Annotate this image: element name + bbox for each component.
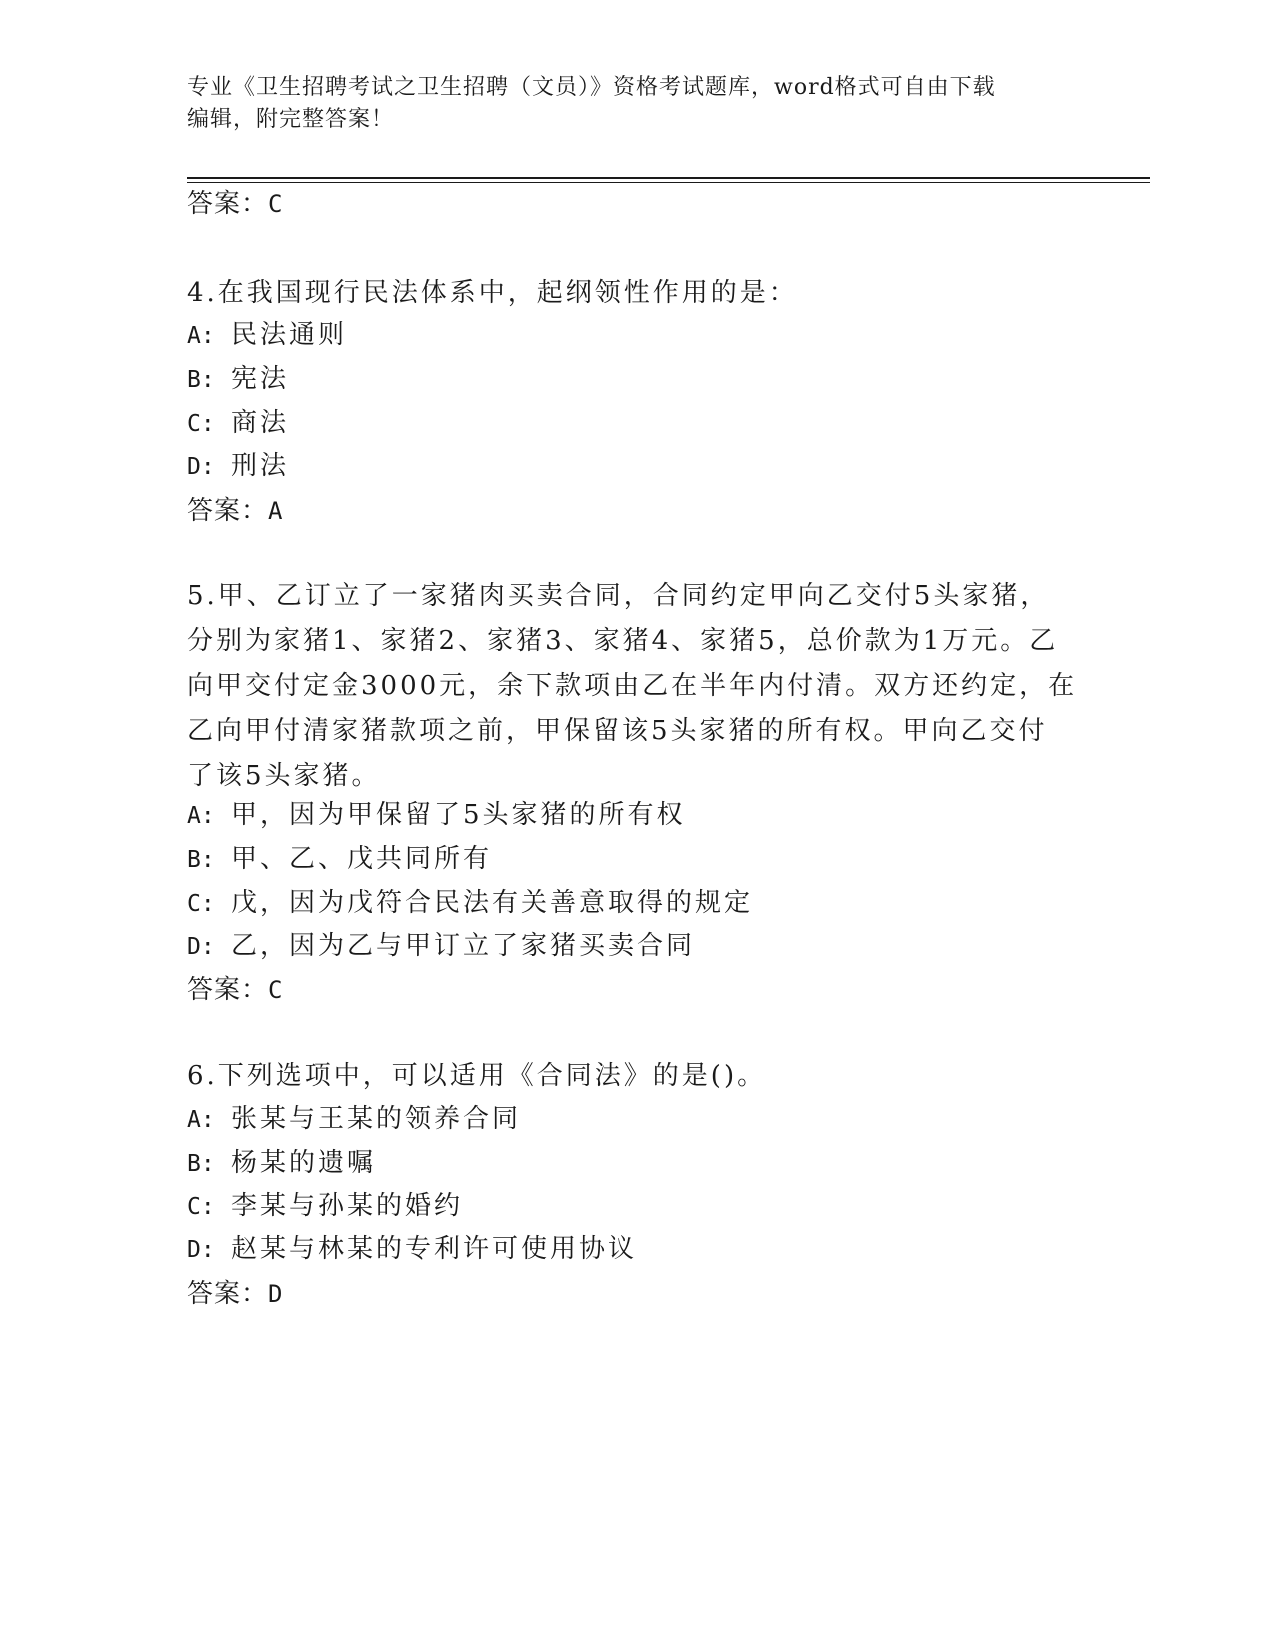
answer-value: D bbox=[268, 1280, 284, 1308]
answer-value: A bbox=[268, 497, 284, 525]
option-text: 乙，因为乙与甲订立了家猪买卖合同 bbox=[231, 931, 696, 961]
question-4-answer bbox=[187, 493, 283, 528]
question-6-option-a bbox=[187, 1102, 521, 1137]
question-4-stem bbox=[187, 271, 798, 316]
answer-label: 答案： bbox=[187, 495, 269, 525]
option-key: D: bbox=[187, 1237, 215, 1263]
question-5-option-b bbox=[187, 842, 492, 877]
stem-line: 6.下列选项中，可以适用《合同法》的是()。 bbox=[187, 1061, 767, 1091]
question-6-option-b bbox=[187, 1146, 376, 1181]
option-text: 商法 bbox=[231, 408, 290, 438]
answer-value: C bbox=[268, 976, 284, 1004]
option-key: B: bbox=[187, 847, 215, 873]
option-key: A: bbox=[187, 323, 215, 349]
question-6-option-d bbox=[187, 1232, 637, 1267]
stem-line: 4.在我国现行民法体系中，起纲领性作用的是： bbox=[187, 278, 798, 308]
header-line-1: 专业《卫生招聘考试之卫生招聘（文员）》资格考试题库，word格式可自由下载 bbox=[187, 75, 996, 100]
option-text: 甲，因为甲保留了5头家猪的所有权 bbox=[231, 800, 686, 830]
option-text: 宪法 bbox=[231, 364, 290, 394]
question-6-option-c bbox=[187, 1189, 463, 1224]
question-5-stem bbox=[187, 574, 1077, 799]
stem-line: 分别为家猪1、家猪2、家猪3、家猪4、家猪5，总价款为1万元。乙 bbox=[187, 626, 1059, 656]
option-key: C: bbox=[187, 1194, 215, 1220]
option-key: D: bbox=[187, 934, 215, 960]
header-line-2: 编辑，附完整答案！ bbox=[187, 107, 395, 132]
header-rule-thick bbox=[187, 177, 1150, 179]
option-key: C: bbox=[187, 411, 215, 437]
stem-line: 5.甲、乙订立了一家猪肉买卖合同，合同约定甲向乙交付5头家猪， bbox=[187, 581, 1050, 611]
header-rule-thin bbox=[187, 182, 1150, 183]
option-text: 民法通则 bbox=[231, 320, 348, 350]
question-5-option-a bbox=[187, 798, 686, 833]
question-4-option-a bbox=[187, 318, 347, 353]
option-text: 李某与孙某的婚约 bbox=[231, 1191, 464, 1221]
question-5-answer bbox=[187, 972, 283, 1007]
option-text: 赵某与林某的专利许可使用协议 bbox=[231, 1234, 638, 1264]
question-5-option-d bbox=[187, 929, 695, 964]
question-4-option-c bbox=[187, 406, 289, 441]
stem-line: 了该5头家猪。 bbox=[187, 761, 381, 791]
question-4-option-b bbox=[187, 362, 289, 397]
question-5-option-c bbox=[187, 886, 753, 921]
option-text: 戊，因为戊符合民法有关善意取得的规定 bbox=[231, 888, 754, 918]
stem-line: 乙向甲付清家猪款项之前，甲保留该5头家猪的所有权。甲向乙交付 bbox=[187, 716, 1048, 746]
stem-line: 向甲交付定金3000元，余下款项由乙在半年内付清。双方还约定，在 bbox=[187, 671, 1078, 701]
question-4-option-d bbox=[187, 449, 289, 484]
answer-label: 答案： bbox=[187, 1278, 269, 1308]
option-key: D: bbox=[187, 454, 215, 480]
option-text: 甲、乙、戊共同所有 bbox=[231, 844, 493, 874]
option-key: B: bbox=[187, 1151, 215, 1177]
option-text: 刑法 bbox=[231, 451, 290, 481]
answer-value: C bbox=[268, 190, 284, 218]
option-key: A: bbox=[187, 1107, 215, 1133]
option-key: C: bbox=[187, 891, 215, 917]
question-6-stem bbox=[187, 1054, 766, 1099]
prev-answer bbox=[187, 186, 283, 221]
option-text: 杨某的遗嘱 bbox=[231, 1148, 377, 1178]
answer-label: 答案： bbox=[187, 974, 269, 1004]
answer-label: 答案： bbox=[187, 188, 269, 218]
option-key: A: bbox=[187, 803, 215, 829]
option-text: 张某与王某的领养合同 bbox=[231, 1104, 522, 1134]
page-header bbox=[187, 72, 1087, 136]
option-key: B: bbox=[187, 367, 215, 393]
question-6-answer bbox=[187, 1276, 283, 1311]
